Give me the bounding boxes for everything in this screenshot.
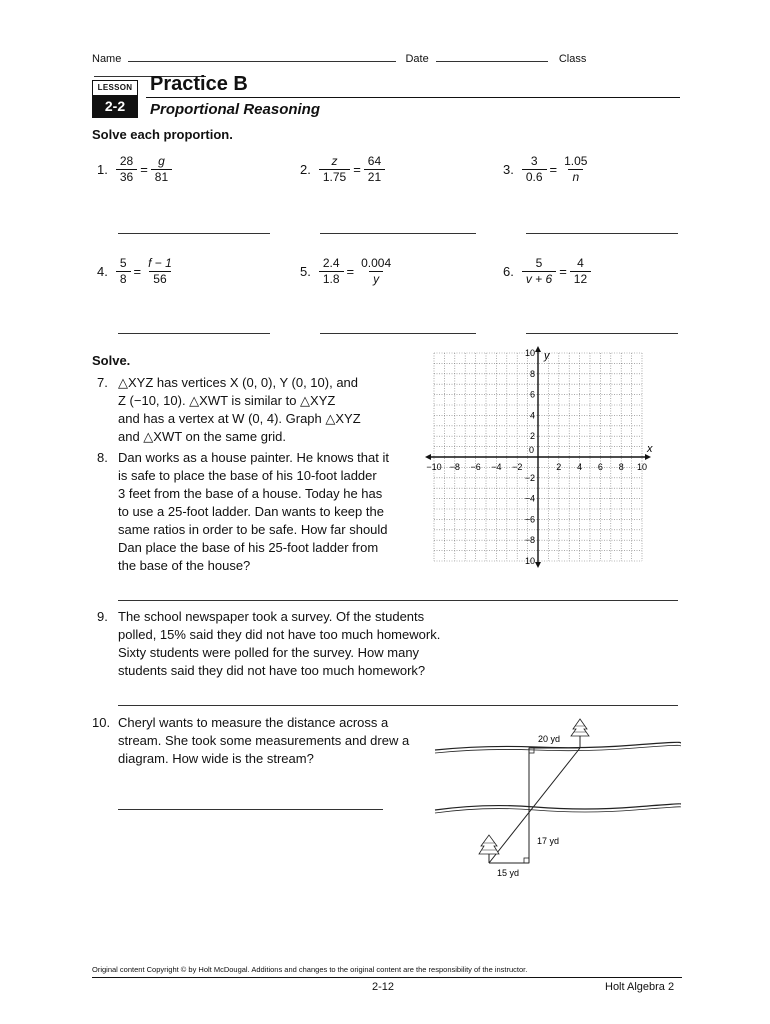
right-fraction bbox=[560, 154, 591, 185]
y-tick-label: −6 bbox=[524, 514, 535, 525]
problem-9-text bbox=[118, 608, 518, 680]
answer-line-8[interactable] bbox=[118, 600, 678, 601]
answer-line-1[interactable] bbox=[118, 233, 270, 234]
answer-line-9[interactable] bbox=[118, 705, 678, 706]
problem-7-text bbox=[118, 374, 418, 446]
lesson-number: 2-2 bbox=[93, 95, 137, 117]
problem-number: 6. bbox=[503, 264, 514, 279]
x-tick-label: −10 bbox=[426, 462, 442, 472]
x-tick-label: −2 bbox=[512, 462, 523, 472]
problem-10-text bbox=[118, 714, 438, 768]
problem-8-number: 8. bbox=[97, 450, 108, 465]
problem-7-number: 7. bbox=[97, 375, 108, 390]
equals-sign: = bbox=[353, 162, 361, 177]
problem-number: 2. bbox=[300, 162, 311, 177]
y-tick-label: 4 bbox=[529, 410, 535, 421]
denominator: v + 6 bbox=[522, 271, 556, 287]
numerator: g bbox=[158, 154, 165, 168]
origin-label: 0 bbox=[528, 445, 534, 455]
proportion-problem-5 bbox=[300, 256, 395, 287]
x-tick-label: −8 bbox=[449, 462, 460, 472]
answer-line-4[interactable] bbox=[118, 333, 270, 334]
equals-sign: = bbox=[140, 162, 148, 177]
label-15yd: 15 yd bbox=[497, 868, 520, 878]
left-fraction bbox=[319, 154, 350, 185]
y-tick-label: 10 bbox=[524, 348, 535, 358]
footer-rule bbox=[92, 977, 682, 978]
coordinate-grid[interactable] bbox=[425, 345, 675, 570]
equals-sign: = bbox=[549, 162, 558, 177]
problem-9-number: 9. bbox=[97, 609, 108, 624]
left-fraction bbox=[116, 154, 137, 185]
problem-number: 4. bbox=[97, 264, 108, 279]
proportion-problem-4 bbox=[97, 256, 176, 287]
label-17yd: 17 yd bbox=[537, 836, 560, 846]
lesson-badge bbox=[92, 80, 138, 118]
problem-7-line: and has a vertex at W (0, 4). Graph △XYZ bbox=[118, 411, 361, 426]
numerator: 1.05 bbox=[564, 154, 588, 168]
page-subtitle: Proportional Reasoning bbox=[150, 101, 321, 118]
problem-8-line: the base of the house? bbox=[118, 558, 251, 573]
problem-9-line: students said they did not have too much homework? bbox=[118, 663, 426, 678]
problem-8-line: 3 feet from the base of a house. Today he has bbox=[118, 486, 383, 501]
left-fraction bbox=[522, 154, 547, 185]
answer-line-3[interactable] bbox=[526, 233, 678, 234]
stream-bank-top-edge bbox=[435, 745, 680, 753]
numerator: 3 bbox=[530, 154, 538, 168]
equals-sign: = bbox=[346, 264, 355, 279]
numerator: 0.004 bbox=[361, 256, 392, 270]
answer-line-5[interactable] bbox=[320, 333, 476, 334]
denominator: y bbox=[369, 271, 383, 287]
left-fraction bbox=[319, 256, 344, 287]
numerator: 2.4 bbox=[322, 256, 340, 270]
problem-8-line: to use a 25-foot ladder. Dan wants to keep the bbox=[118, 504, 384, 519]
class-label: Class bbox=[558, 53, 587, 65]
denominator: n bbox=[568, 169, 583, 185]
y-tick-label: 6 bbox=[529, 389, 535, 400]
page-number: 2-12 bbox=[372, 981, 395, 993]
problem-10-line: diagram. How wide is the stream? bbox=[118, 751, 314, 766]
x-tick-label: 6 bbox=[597, 462, 603, 472]
x-tick-label: 8 bbox=[618, 462, 624, 472]
denominator: 12 bbox=[570, 271, 591, 287]
problem-7-line: and △XWT on the same grid. bbox=[118, 429, 287, 444]
denominator: 8 bbox=[116, 271, 131, 287]
page-title: Practice B bbox=[150, 73, 248, 95]
problem-8-text bbox=[118, 449, 418, 575]
denominator: 36 bbox=[116, 169, 137, 185]
problem-9-line: The school newspaper took a survey. Of the students bbox=[118, 609, 425, 624]
y-axis-label: y bbox=[544, 350, 550, 362]
proportion-problem-3 bbox=[503, 154, 591, 185]
proportion-problem-1 bbox=[97, 154, 172, 185]
denominator: 56 bbox=[149, 271, 170, 287]
problem-10-number: 10. bbox=[92, 715, 111, 730]
equals-sign: = bbox=[133, 264, 142, 279]
problem-8-line: same ratios in order to be safe. How far should bbox=[118, 522, 388, 537]
y-tick-label: −2 bbox=[524, 472, 535, 483]
numerator: 5 bbox=[119, 256, 127, 270]
right-angle-mark bbox=[529, 748, 534, 753]
stream-bank-bottom-edge bbox=[435, 807, 680, 813]
answer-line-6[interactable] bbox=[526, 333, 678, 334]
x-tick-label: 10 bbox=[636, 462, 648, 472]
denominator: 21 bbox=[364, 169, 385, 185]
title-rule bbox=[146, 97, 680, 98]
copyright-notice: Original content Copyright © by Holt McDougal. Additions and changes to the original content are the responsibility of the instructor. bbox=[92, 965, 528, 974]
y-tick-label: −8 bbox=[524, 535, 535, 546]
right-angle-mark bbox=[524, 858, 529, 863]
y-tick-label: 2 bbox=[529, 431, 535, 442]
problem-8-line: Dan works as a house painter. He knows that it bbox=[118, 450, 389, 465]
y-tick-label: −4 bbox=[524, 493, 535, 504]
x-tick-label: −6 bbox=[470, 462, 481, 472]
y-tick-label: 8 bbox=[529, 368, 535, 379]
tree-icon bbox=[571, 719, 589, 748]
tree-icon bbox=[479, 835, 499, 863]
book-title: Holt Algebra 2 bbox=[605, 981, 675, 993]
equals-sign: = bbox=[559, 264, 567, 279]
problem-8-line: is safe to place the base of his 10-foot ladder bbox=[118, 468, 377, 483]
denominator: 0.6 bbox=[522, 169, 547, 185]
problem-10-line: stream. She took some measurements and drew a bbox=[118, 733, 410, 748]
numerator: 4 bbox=[577, 256, 584, 270]
problem-7-line: Z (−10, 10). △XWT is similar to △XYZ bbox=[118, 393, 336, 408]
section1-instruction: Solve each proportion. bbox=[92, 127, 233, 142]
problem-9-line: polled, 15% said they did not have too much homework. bbox=[118, 627, 441, 642]
stream-diagram bbox=[425, 715, 685, 885]
date-field[interactable] bbox=[436, 50, 548, 62]
right-fraction bbox=[144, 256, 176, 287]
x-tick-label: 2 bbox=[556, 462, 562, 472]
proportion-problem-6 bbox=[503, 256, 591, 287]
x-tick-label: −4 bbox=[491, 462, 502, 472]
right-fraction bbox=[151, 154, 172, 185]
problem-8-line: Dan place the base of his 25-foot ladder from bbox=[118, 540, 379, 555]
right-fraction bbox=[570, 256, 591, 287]
name-label: Name bbox=[92, 53, 122, 65]
section2-instruction: Solve. bbox=[92, 353, 131, 368]
y-axis-arrow-down bbox=[535, 562, 541, 568]
numerator: z bbox=[331, 154, 338, 168]
x-axis-arrow-left bbox=[425, 454, 431, 460]
name-field[interactable] bbox=[128, 50, 396, 62]
proportion-problem-2 bbox=[300, 154, 385, 185]
left-fraction bbox=[522, 256, 556, 287]
right-fraction bbox=[357, 256, 395, 287]
lesson-label: LESSON bbox=[97, 83, 133, 92]
numerator: 64 bbox=[367, 154, 382, 168]
denominator: 1.75 bbox=[319, 169, 350, 185]
y-tick-label: 10 bbox=[524, 556, 535, 566]
answer-line-10[interactable] bbox=[118, 809, 383, 810]
numerator: 5 bbox=[535, 256, 543, 270]
x-tick-label: 4 bbox=[577, 462, 583, 472]
problem-7-line: △XYZ has vertices X (0, 0), Y (0, 10), and bbox=[118, 375, 359, 390]
problem-number: 5. bbox=[300, 264, 311, 279]
y-axis-arrow-up bbox=[535, 346, 541, 352]
date-label: Date bbox=[405, 53, 429, 65]
numerator: 28 bbox=[119, 154, 134, 168]
denominator: 1.8 bbox=[319, 271, 344, 287]
denominator: 81 bbox=[151, 169, 172, 185]
problem-10-line: Cheryl wants to measure the distance across a bbox=[118, 715, 389, 730]
problem-number: 3. bbox=[503, 162, 514, 177]
answer-line-2[interactable] bbox=[320, 233, 476, 234]
x-axis-label: x bbox=[647, 443, 653, 455]
numerator: f − 1 bbox=[148, 256, 172, 270]
label-20yd: 20 yd bbox=[538, 734, 561, 744]
left-fraction bbox=[116, 256, 131, 287]
problem-number: 1. bbox=[97, 162, 108, 177]
problem-9-line: Sixty students were polled for the survey. How many bbox=[118, 645, 420, 660]
right-fraction bbox=[364, 154, 385, 185]
